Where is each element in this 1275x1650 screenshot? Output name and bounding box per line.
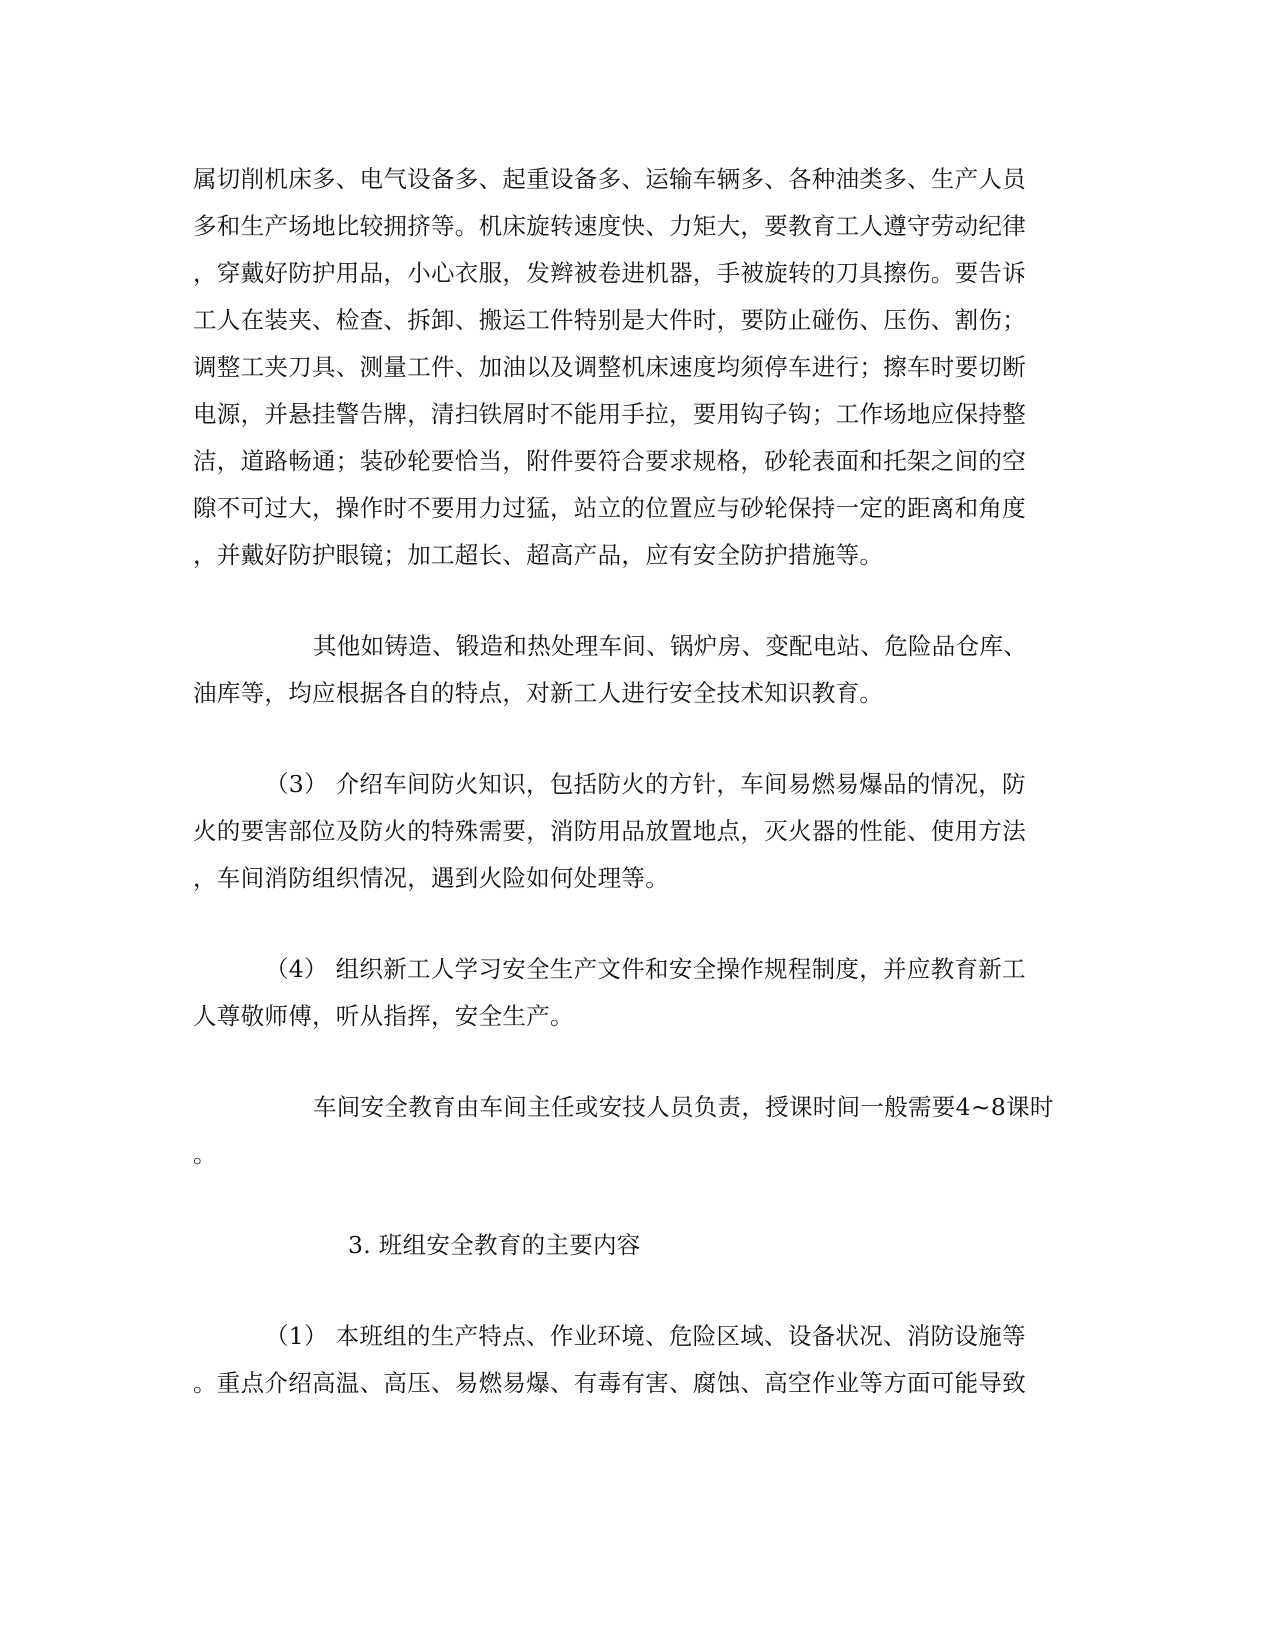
- paragraph-1-line-7: 洁，道路畅通；装砂轮要恰当，附件要符合要求规格，砂轮表面和托架之间的空: [193, 447, 1026, 475]
- paragraph-4-line-1: （4） 组织新工人学习安全生产文件和安全操作规程制度，并应教育新工: [265, 955, 1026, 983]
- paragraph-5-line-1: 车间安全教育由车间主任或安技人员负责，授课时间一般需要4~8课时: [313, 1093, 1054, 1121]
- paragraph-1-line-6: 电源，并悬挂警告牌，清扫铁屑时不能用手拉，要用钩子钩；工作场地应保持整: [193, 400, 1026, 428]
- paragraph-4-line-2: 人尊敬师傅，听从指挥，安全生产。: [193, 1002, 574, 1030]
- paragraph-3-line-3: ，车间消防组织情况，遇到火险如何处理等。: [193, 864, 669, 892]
- paragraph-1-line-2: 多和生产场地比较拥挤等。机床旋转速度快、力矩大，要教育工人遵守劳动纪律: [193, 212, 1026, 240]
- paragraph-6-line-1: （1） 本班组的生产特点、作业环境、危险区域、设备状况、消防设施等: [265, 1322, 1026, 1350]
- paragraph-1-line-4: 工人在装夹、检查、拆卸、搬运工件特别是大件时，要防止碰伤、压伤、割伤；: [193, 306, 1026, 334]
- paragraph-3-line-1: （3） 介绍车间防火知识，包括防火的方针，车间易燃易爆品的情况，防: [265, 770, 1026, 798]
- paragraph-2-line-2: 油库等，均应根据各自的特点，对新工人进行安全技术知识教育。: [193, 679, 884, 707]
- paragraph-2-line-1: 其他如铸造、锻造和热处理车间、锅炉房、变配电站、危险品仓库、: [313, 632, 1027, 660]
- paragraph-5-line-2: 。: [193, 1140, 217, 1168]
- paragraph-3-line-2: 火的要害部位及防火的特殊需要，消防用品放置地点，灭火器的性能、使用方法: [193, 817, 1026, 845]
- paragraph-1-line-9: ，并戴好防护眼镜；加工超长、超高产品，应有安全防护措施等。: [193, 541, 884, 569]
- paragraph-1-line-1: 属切削机床多、电气设备多、起重设备多、运输车辆多、各种油类多、生产人员: [193, 165, 1026, 193]
- section-heading: 3. 班组安全教育的主要内容: [348, 1231, 641, 1259]
- paragraph-1-line-5: 调整工夹刀具、测量工件、加油以及调整机床速度均须停车进行；擦车时要切断: [193, 353, 1026, 381]
- paragraph-6-line-2: 。重点介绍高温、高压、易燃易爆、有毒有害、腐蚀、高空作业等方面可能导致: [193, 1369, 1026, 1397]
- paragraph-1-line-8: 隙不可过大，操作时不要用力过猛，站立的位置应与砂轮保持一定的距离和角度: [193, 494, 1026, 522]
- paragraph-1-line-3: ，穿戴好防护用品，小心衣服，发辫被卷进机器，手被旋转的刀具擦伤。要告诉: [193, 259, 1026, 287]
